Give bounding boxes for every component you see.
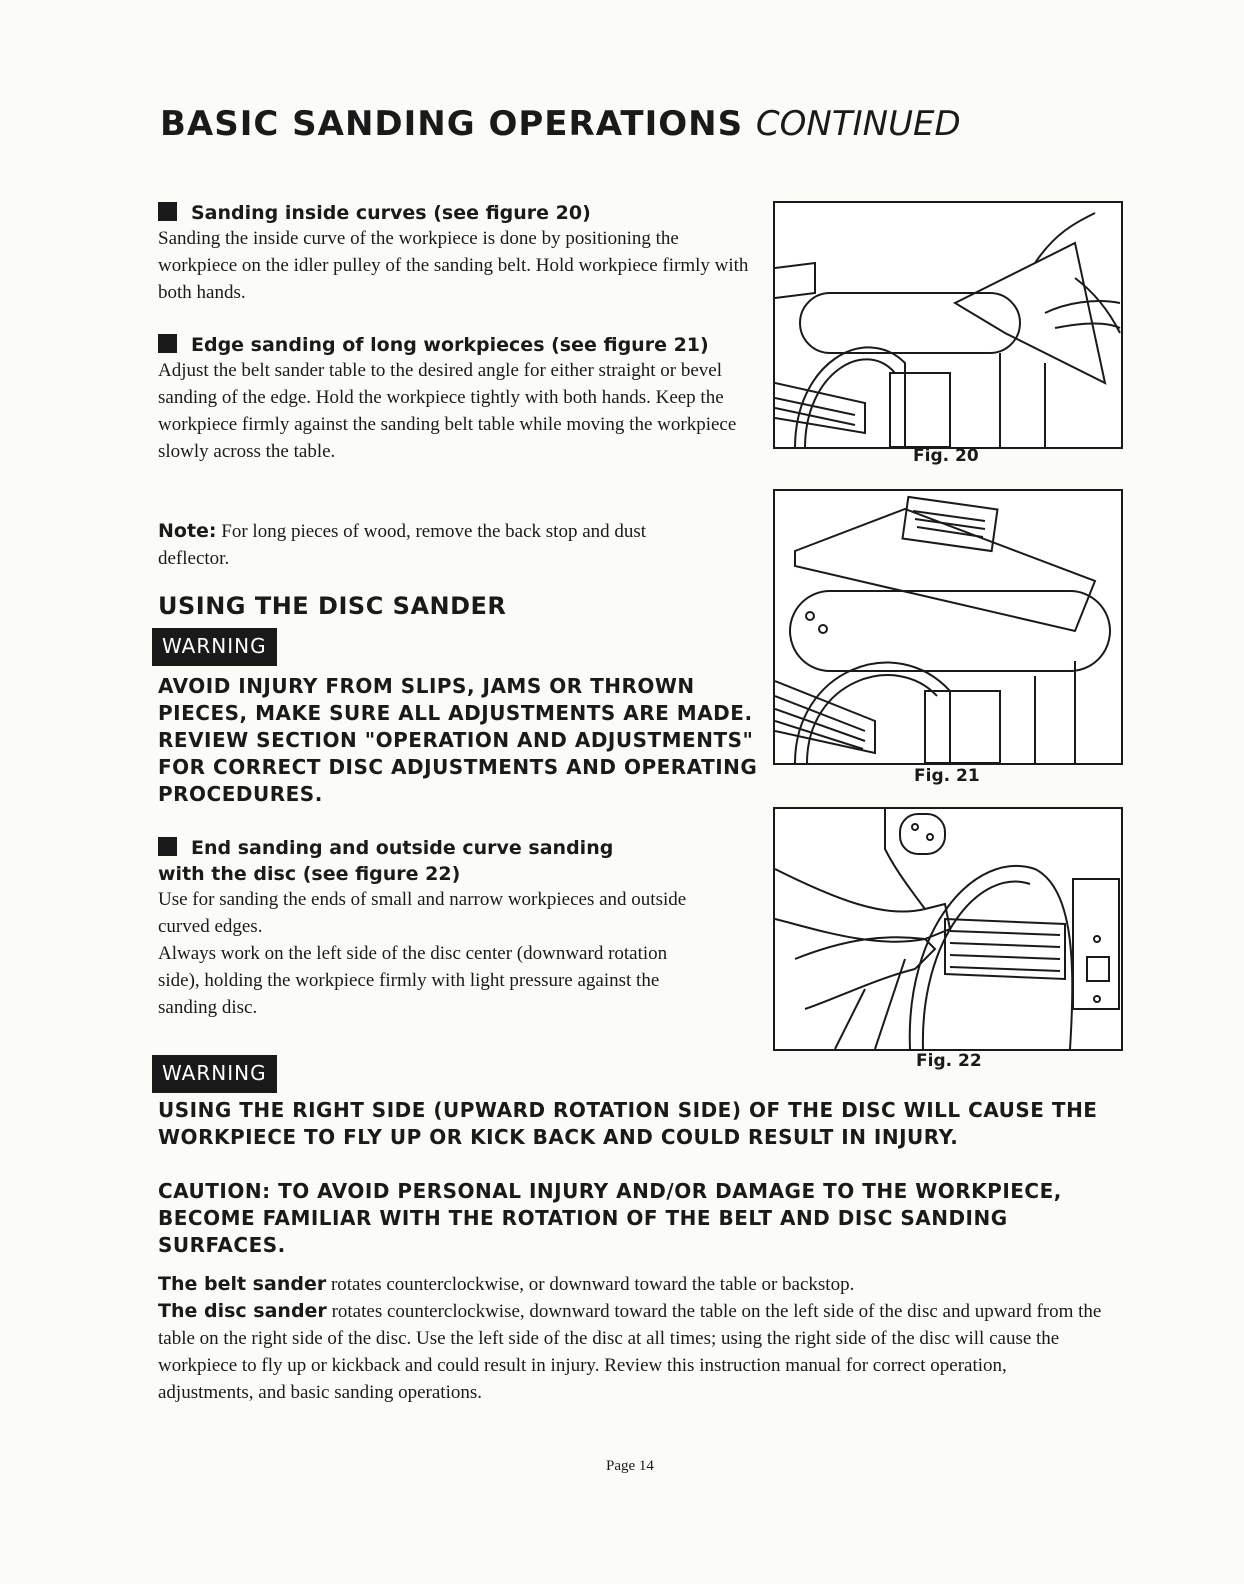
page-number: Page 14 (606, 1458, 654, 1474)
inside-curves-body: Sanding the inside curve of the workpiece is done by positioning the workpiece on the idler pulley of the sanding belt. Hold workpiece firmly with both hands. (158, 228, 749, 303)
bullet-square-icon (158, 202, 177, 221)
end-sanding-body-1: Use for sanding the ends of small and narrow workpieces and outside curved edges. (158, 889, 687, 937)
inside-curves-heading: Sanding inside curves (see figure 20) (158, 200, 758, 226)
note (158, 518, 698, 572)
figure-21-caption: Fig. 21 (914, 766, 980, 786)
belt-sander-inside-curve-drawing (775, 203, 1121, 447)
edge-sanding-heading: Edge sanding of long workpieces (see figure 21) (158, 332, 758, 358)
figure-22-caption: Fig. 22 (916, 1051, 982, 1071)
page-title (160, 104, 961, 144)
edge-sanding-body: Adjust the belt sander table to the desired angle for either straight or bevel sanding of the edge. Hold the workpiece tightly with both hands. Keep the workpiece firmly against the sanding belt table while moving the workpiece slowly across the table. (158, 360, 737, 462)
disc-sander-heading: USING THE DISC SANDER (158, 592, 507, 620)
belt-sander-label: The belt sander (158, 1273, 327, 1295)
disc-sander-end-sanding-drawing (775, 809, 1121, 1049)
warning-badge-2 (152, 1055, 277, 1093)
figure-20-illustration (773, 201, 1123, 449)
title-main: BASIC SANDING OPERATIONS (160, 104, 744, 144)
end-sanding-body-2: Always work on the left side of the disc center (downward rotation side), holding the workpiece firmly with light pressure against the sanding disc. (158, 943, 668, 1018)
rotation-paragraph (158, 1271, 1103, 1406)
end-sanding-heading: End sanding and outside curve sanding with the disc (see figure 22) (158, 837, 614, 885)
warning-2-text: USING THE RIGHT SIDE (UPWARD ROTATION SIDE) OF THE DISC WILL CAUSE THE WORKPIECE TO FLY UP OR KICK BACK AND COULD RESULT IN INJURY. (158, 1098, 1098, 1149)
warning-badge-1 (152, 628, 277, 666)
bullet-square-icon (158, 334, 177, 353)
note-text: For long pieces of wood, remove the back stop and dust deflector. (158, 521, 647, 569)
bullet-square-icon (158, 837, 177, 856)
belt-sander-text: rotates counterclockwise, or downward toward the table or backstop. (330, 1274, 855, 1295)
disc-sander-label: The disc sander (158, 1300, 327, 1322)
warning-badge-label: WARNING (152, 628, 277, 666)
disc-sander-text: rotates counterclockwise, downward toward the table on the left side of the disc and upward from the table on the right side of the disc. Use the left side of the disc at all times; using the right side of the disc will cause the workpiece to fly up or kickback and could result in injury. Review this instruction manual for correct operation, adjustments, and basic sanding operations. (158, 1301, 1102, 1403)
belt-sander-line (158, 1271, 1103, 1298)
figure-20-caption: Fig. 20 (913, 446, 979, 466)
caution-text: CAUTION: TO AVOID PERSONAL INJURY AND/OR DAMAGE TO THE WORKPIECE, BECOME FAMILIAR WITH THE ROTATION OF THE BELT AND DISC SANDING SURFACES. (158, 1179, 1062, 1257)
warning-badge-label: WARNING (152, 1055, 277, 1093)
disc-sander-line (158, 1298, 1103, 1406)
belt-sander-edge-sanding-drawing (775, 491, 1121, 763)
end-sanding-body (158, 886, 698, 1021)
warning-1-text: AVOID INJURY FROM SLIPS, JAMS OR THROWN PIECES, MAKE SURE ALL ADJUSTMENTS ARE MADE. REVIEW SECTION "OPERATION AND ADJUSTMENTS" FOR CORRECT DISC ADJUSTMENTS AND OPERATING PROCEDURES. (158, 674, 758, 806)
figure-21-illustration (773, 489, 1123, 765)
note-label: Note: (158, 520, 217, 542)
figure-22-illustration (773, 807, 1123, 1051)
title-suffix: CONTINUED (755, 104, 961, 144)
